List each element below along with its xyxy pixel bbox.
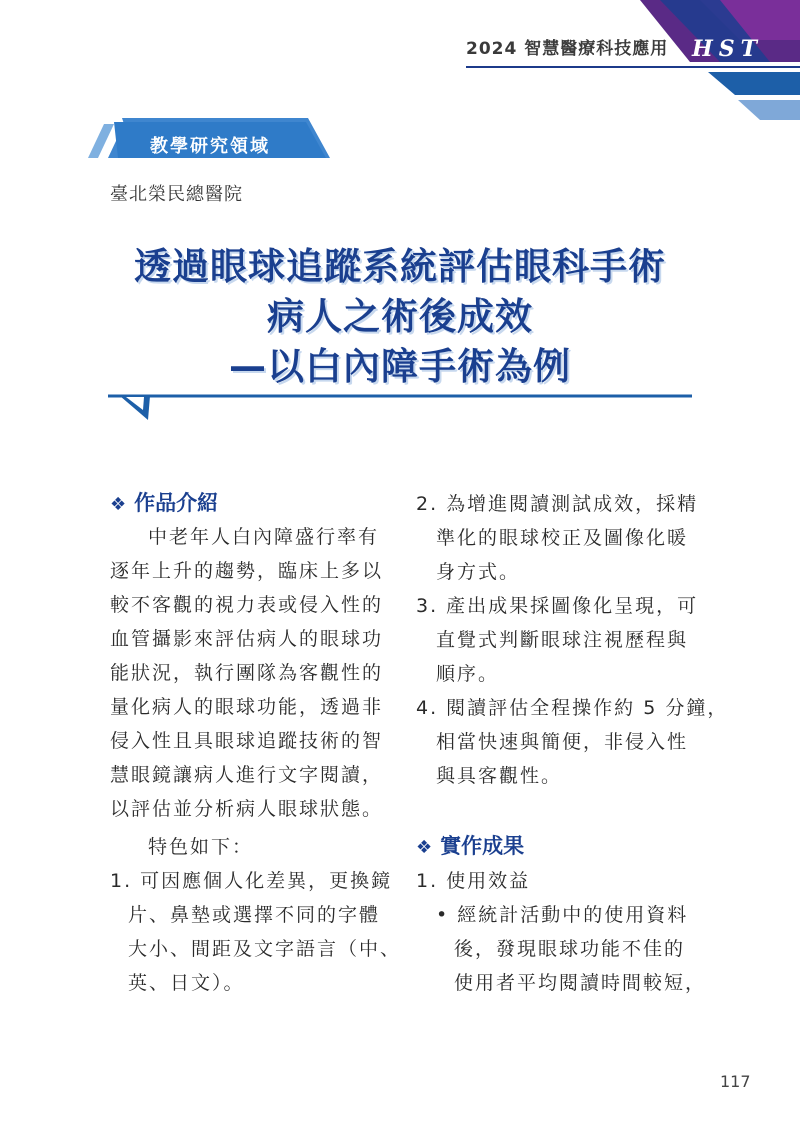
section-tag: 教學研究領域 — [150, 136, 270, 157]
header-decoration — [0, 0, 800, 130]
intro-line: 中老年人白內障盛行率有 — [148, 526, 380, 548]
heading-results: ❖ 實作成果 — [416, 834, 525, 858]
intro-line: 較不客觀的視力表或侵入性的 — [110, 594, 384, 616]
title-line-2: 病人之術後成效 — [267, 295, 533, 338]
intro-paragraph — [110, 520, 400, 1000]
intro-line: 侵入性且具眼球追蹤技術的智 — [110, 730, 384, 752]
intro-line: 以評估並分析病人眼球狀態。 — [110, 798, 384, 820]
list-item-3-line: 順序。 — [436, 663, 500, 685]
list-item-1-line: 片、鼻墊或選擇不同的字體 — [128, 904, 381, 926]
hospital-name: 臺北榮民總醫院 — [110, 184, 243, 205]
title-underline — [100, 388, 700, 428]
diamond-bullet-icon: ❖ — [110, 494, 127, 515]
intro-line: 能狀況，執行團隊為客觀性的 — [110, 662, 384, 684]
list-item-1-line: 英、日文）。 — [128, 972, 245, 994]
bullet-dot-icon: • — [436, 904, 458, 926]
list-item-1-line: 1. 可因應個人化差異，更換鏡 — [110, 870, 393, 892]
list-item-3-line: 直覺式判斷眼球注視歷程與 — [436, 629, 689, 651]
bullet-line: 使用者平均閱讀時間較短， — [454, 972, 707, 994]
list-item-2-line: 身方式。 — [436, 561, 521, 583]
heading-introduction: ❖ 作品介紹 — [110, 491, 219, 515]
list-item-4-line: 相當快速與簡便，非侵入性 — [436, 731, 689, 753]
list-item-2-line: 準化的眼球校正及圖像化暖 — [436, 527, 689, 549]
header-rule — [466, 66, 800, 68]
features-label: 特色如下： — [148, 836, 254, 858]
list-item-4-line: 與具客觀性。 — [436, 765, 563, 787]
results-subheading: 1. 使用效益 — [416, 870, 531, 892]
list-item-1-line: 大小、間距及文字語言（中、 — [128, 938, 402, 960]
list-item-3-line: 3. 產出成果採圖像化呈現，可 — [416, 595, 699, 617]
diamond-bullet-icon: ❖ — [416, 837, 433, 858]
intro-line: 逐年上升的趨勢，臨床上多以 — [110, 560, 384, 582]
page-number: 117 — [720, 1072, 751, 1091]
intro-line: 量化病人的眼球功能，透過非 — [110, 696, 384, 718]
list-item-2-line: 2. 為增進閱讀測試成效，採精 — [416, 493, 699, 515]
bullet-line: 後，發現眼球功能不佳的 — [454, 938, 686, 960]
header-title: 2024 智慧醫療科技應用 — [466, 39, 669, 59]
intro-line: 血管攝影來評估病人的眼球功 — [110, 628, 384, 650]
list-item-4-line: 4. 閱讀評估全程操作約 5 分鐘， — [416, 697, 729, 719]
results-list — [416, 864, 706, 1000]
features-list — [416, 487, 729, 793]
bullet-line: • 經統計活動中的使用資料 — [436, 904, 689, 926]
hst-logo: HST — [692, 36, 764, 62]
intro-line: 慧眼鏡讓病人進行文字閱讀， — [110, 764, 384, 786]
title-line-3: —以白內障手術為例 — [229, 345, 571, 388]
title-line-1: 透過眼球追蹤系統評估眼科手術 — [134, 245, 666, 288]
